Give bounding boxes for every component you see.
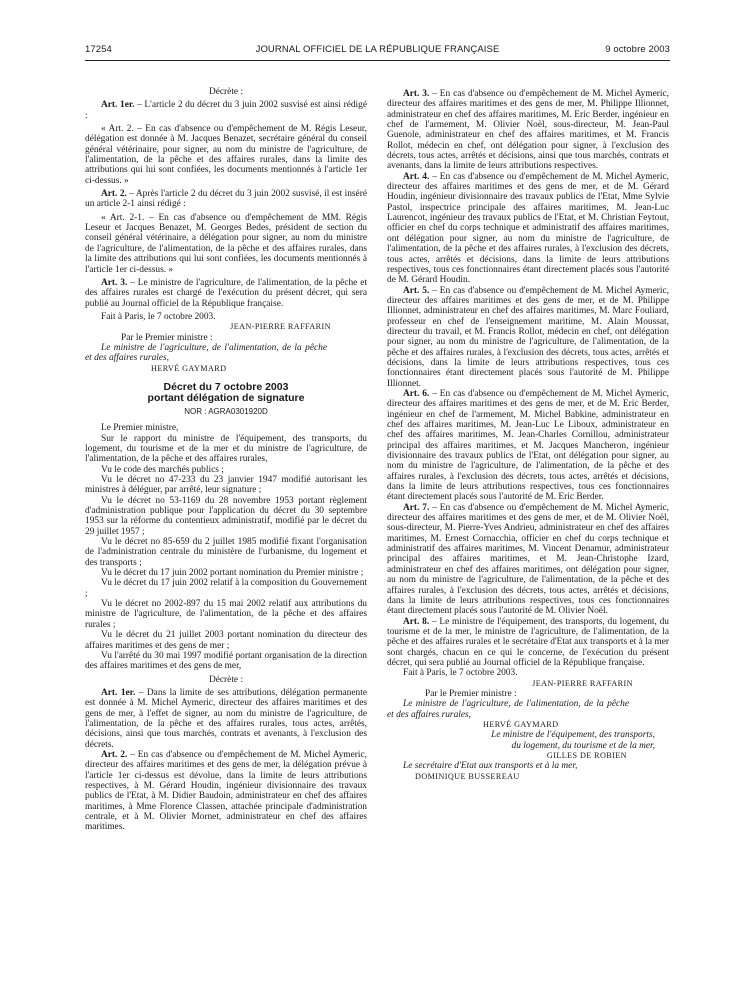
article-text: – Dans la limite de ses attributions, délégation permanente est donnée à M. Michel Aymeric, directeur des affaires maritimes et des gens de mer, à l'effet de signer, au nom du ministre de l'agriculture, de l'alimentation, de la pêche et des affaires rurales, tous actes, arrêtés, décisions, ainsi que tous marchés, contrats et avenants, à l'exclusion des décrets. bbox=[85, 687, 367, 750]
article-text: – En cas d'absence ou d'empêchement de M. Michel Aymeric, directeur des affaires maritimes et des gens de mer, et de M. Olivier Noël, sous-directeur, M. Pierre-Yves Andrieu, administrateur en chef des affaires maritimes, M. Ernest Cornacchia, officier en chef du corps technique et administratif des affaires maritimes, M. Vincent Denamur, administrateur principal des affaires maritimes, et M. Jean-Christophe Izard, administrateur en chef des affaires maritimes, ont délégation pour signer, au nom du ministre de l'agriculture, de l'alimentation, de la pêche et des affaires rurales, à l'exclusion des décrets, tous actes, arrêtés et décisions, dans la limite de leurs attributions respectives, tous ces fonctionnaires étant directement placés sous l'autorité de M. Olivier Noël. bbox=[387, 502, 669, 617]
article-label: Art. 1er. bbox=[101, 100, 135, 111]
minister-title: Le ministre de l'agriculture, de l'alimentation, de la pêche et des affaires rurales, bbox=[387, 699, 629, 720]
fait-line: Fait à Paris, le 7 octobre 2003. bbox=[403, 668, 518, 679]
header-rule bbox=[85, 60, 670, 61]
journal-title: JOURNAL OFFICIEL DE LA RÉPUBLIQUE FRANÇAISE bbox=[255, 44, 500, 55]
article-paragraph bbox=[85, 189, 367, 210]
minister-name: HERVÉ GAYMARD bbox=[483, 719, 559, 729]
article-text: – En cas d'absence ou d'empêchement de M. Michel Aymeric, directeur des affaires maritimes et des gens de mer, et de M. Philippe Illionnet, administrateur en chef des affaires maritimes, M. Marc Fouliard, professeur en chef de l'enseignement maritime, M. Alain Moussat, directeur du travail, et M. Francis Rollot, médecin en chef, ont délégation pour signer, au nom du ministre de l'agriculture, de l'alimentation, de la pêche et des affaires rurales, à l'exclusion des décrets, tous actes, arrêtés et décisions, dans la limite de leurs attributions respectives, tous ces fonctionnaires étant directement placés sous l'autorité de M. Philippe Illionnet. bbox=[387, 285, 669, 389]
article-paragraph bbox=[85, 750, 367, 833]
visa: Vu le décret no 53-1169 du 28 novembre 1953 portant règlement d'administration publique pour l'application du décret du 30 septembre 1953 sur la réforme du contentieux administratif, modifié par le décret du 29 juillet 1957 ; bbox=[85, 495, 367, 537]
article-paragraph bbox=[387, 389, 669, 503]
quoted-article: « Art. 2. – En cas d'absence ou d'empêchement de M. Régis Leseur, délégation est donnée à M. Jacques Benazet, secrétaire général du conseil général vétérinaire, pour signer, au nom du ministre de l'agriculture, de l'alimentation, de la pêche et des affaires rurales, dans la limite des attributions qui lui sont confiées, les documents mentionnés à l'article 1er ci-dessus. » bbox=[85, 124, 367, 186]
minister-name: GILLES DE ROBIEN bbox=[546, 751, 627, 760]
decrete-heading: Décrète : bbox=[208, 674, 244, 685]
article-text: – Après l'article 2 du décret du 3 juin 2002 susvisé, il est inséré un article 2-1 ainsi rédigé : bbox=[85, 189, 367, 210]
article-label: Art. 6. bbox=[403, 388, 430, 399]
minister-title: Le ministre de l'agriculture, de l'alimentation, de la pêche et des affaires rurales, bbox=[85, 342, 327, 364]
page-number: 17254 bbox=[85, 44, 112, 55]
visa: Vu le décret no 47-233 du 23 janvier 1947 modifié autorisant les ministres à déléguer, par arrêté, leur signature ; bbox=[85, 475, 367, 496]
par-premier-ministre: Par le Premier ministre : bbox=[121, 332, 213, 343]
page-header bbox=[85, 44, 670, 58]
article-text: – En cas d'absence ou d'empêchement de M. Michel Aymeric, directeur des affaires maritimes et des gens de mer, et de M. Gérard Houdin, ingénieur divisionnaire des travaux publics de l'Etat, Mme Sylvie Pastol, inspectrice principale des affaires maritimes, M. Jean-Luc Laurencot, ingénieur des travaux publics de l'Etat, et M. Christian Feytout, officier en chef du corps technique et administratif des affaires maritimes, ont délégation pour signer, au nom du ministre de l'agriculture, de l'alimentation, de la pêche et des affaires rurales, à l'exclusion des décrets, tous actes, arrêtés et décisions, dans la limite de leurs attributions respectives, tous ces fonctionnaires étant directement placés sous l'autorité de M. Gérard Houdin. bbox=[387, 171, 669, 286]
decree-title-line: Décret du 7 octobre 2003 bbox=[163, 380, 289, 393]
article-paragraph bbox=[387, 503, 669, 617]
decree-title bbox=[85, 382, 367, 405]
quoted-article: « Art. 2-1. – En cas d'absence ou d'empêchement de MM. Régis Leseur et Jacques Benazet, M. Georges Bedes, président de section du conseil général vétérinaire, a délégation pour signer, au nom du ministre de l'agriculture, de l'alimentation, de la pêche et des affaires rurales, dans la limite des attributions qui lui sont confiées, les documents mentionnés à l'article 1er ci-dessus. » bbox=[85, 212, 367, 275]
minister-title: Le ministre de l'équipement, des transports, du logement, du tourisme et de la mer, bbox=[491, 730, 655, 751]
decrete-heading: Décrète : bbox=[208, 87, 244, 97]
article-paragraph bbox=[85, 278, 367, 309]
fait-line: Fait à Paris, le 7 octobre 2003. bbox=[101, 311, 216, 322]
article-paragraph bbox=[387, 617, 669, 669]
visa: Vu le décret du 21 juillet 2003 portant nomination du directeur des affaires maritimes et des gens de mer ; bbox=[85, 630, 367, 651]
article-paragraph bbox=[387, 172, 669, 286]
visa: Vu le code des marchés publics ; bbox=[101, 464, 224, 475]
article-text: – En cas d'absence ou d'empêchement de M. Michel Aymeric, directeur des affaires maritimes et des gens de mer, M. Philippe Illionnet, administrateur en chef des affaires maritimes, M. Eric Berder, ingénieur en chef de l'armement, M. Olivier Noël, sous-directeur, M. Jean-Paul Guenole, administrateur en chef des affaires maritimes, et M. Francis Rollot, médecin en chef, ont délégation pour signer, à l'exclusion des décrets, tous actes, arrêtés et décisions, ainsi que tous marchés, contrats et avenants, dans la limite de leurs attributions respectives. bbox=[387, 89, 669, 172]
secretary-title: Le secrétaire d'Etat aux transports et à la mer, bbox=[403, 761, 578, 772]
article-text: – L'article 2 du décret du 3 juin 2002 susvisé est ainsi rédigé : bbox=[85, 100, 368, 121]
article-label: Art. 2. bbox=[101, 749, 128, 760]
signatory-name: JEAN-PIERRE RAFFARIN bbox=[230, 322, 331, 332]
article-label: Art. 3. bbox=[403, 89, 430, 99]
article-text: – En cas d'absence ou d'empêchement de M. Michel Aymeric, directeur des affaires maritimes et des gens de mer, la délégation prévue à l'article 1er ci-dessus est dévolue, dans la limite de leurs attributions respectives, à M. Gérard Houdin, ingénieur divisionnaire des travaux publics de l'Etat, à M. Didier Baudoin, administrateur en chef des affaires maritimes, à Mme Florence Classen, attachée principale d'administration centrale, et à M. Olivier Mornet, administrateur en chef des affaires maritimes. bbox=[85, 749, 367, 833]
right-column bbox=[387, 89, 669, 782]
visa: Vu le décret no 2002-897 du 15 mai 2002 relatif aux attributions du ministre de l'agriculture, de l'alimentation, de la pêche et des affaires rurales ; bbox=[85, 599, 367, 630]
visa: Vu le décret du 17 juin 2002 relatif à la composition du Gouvernement ; bbox=[85, 578, 367, 599]
article-paragraph bbox=[85, 100, 367, 121]
decree-title-line: portant délégation de signature bbox=[147, 392, 305, 405]
visa: Vu l'arrêté du 30 mai 1997 modifié portant organisation de la direction des affaires maritimes et des gens de mer, bbox=[85, 650, 367, 672]
issue-date: 9 octobre 2003 bbox=[605, 44, 670, 55]
article-label: Art. 3. bbox=[101, 277, 128, 288]
visa: Sur le rapport du ministre de l'équipement, des transports, du logement, du tourisme et de la mer et du ministre de l'agriculture, de l'alimentation, de la pêche et des affaires rurales, bbox=[85, 433, 367, 465]
minister-name: HERVÉ GAYMARD bbox=[151, 363, 227, 373]
visa: Vu le décret du 17 juin 2002 portant nomination du Premier ministre ; bbox=[101, 568, 364, 579]
article-text: – En cas d'absence ou d'empêchement de M. Michel Aymeric, directeur des affaires maritimes et des gens de mer, et de M. Eric Berder, ingénieur en chef de l'armement, M. Michel Babkine, administrateur en chef des affaires maritimes, M. Jean-Luc Le Liboux, administrateur en chef des affaires maritimes, M. Jean-Charles Cornillou, administrateur principal des affaires maritimes, et M. Jacques Mancheron, ingénieur divisionnaire des travaux publics de l'Etat, ont délégation pour signer, au nom du ministre de l'agriculture, de l'alimentation, de la pêche et des affaires rurales, à l'exclusion des décrets, tous actes, arrêtés et décisions, dans la limite de leurs attributions respectives, tous ces fonctionnaires étant directement placés sous l'autorité de M. Eric Berder. bbox=[387, 388, 669, 503]
nor-reference: NOR : AGRA0301920D bbox=[184, 406, 268, 416]
article-paragraph bbox=[85, 688, 367, 750]
left-column bbox=[85, 87, 367, 833]
visa: Vu le décret no 85-659 du 2 juillet 1985 modifié fixant l'organisation de l'administration centrale du ministère de l'urbanisme, du logement et des transports ; bbox=[85, 537, 367, 568]
article-label: Art. 1er. bbox=[101, 687, 136, 698]
signatory-name: JEAN-PIERRE RAFFARIN bbox=[532, 678, 633, 688]
article-label: Art. 5. bbox=[403, 285, 430, 296]
premier-ministre-line: Le Premier ministre, bbox=[101, 423, 179, 434]
article-label: Art. 2. bbox=[101, 189, 127, 200]
article-label: Art. 8. bbox=[403, 616, 430, 627]
par-premier-ministre: Par le Premier ministre : bbox=[425, 688, 517, 699]
secretary-name: DOMINIQUE BUSSEREAU bbox=[415, 771, 520, 781]
article-label: Art. 4. bbox=[403, 171, 430, 182]
article-text: – Le ministre de l'équipement, des transports, du logement, du tourisme et de la mer, le ministre de l'agriculture, de l'alimentation, de la pêche et des affaires rurales et le secrétaire d'Etat aux transports et à la mer sont chargés, chacun en ce qui le concerne, de l'exécution du présent décret, qui sera publié au Journal officiel de la République française. bbox=[387, 616, 669, 668]
article-label: Art. 7. bbox=[403, 502, 430, 513]
article-paragraph bbox=[387, 89, 669, 172]
article-text: – Le ministre de l'agriculture, de l'alimentation, de la pêche et des affaires rurales est chargé de l'exécution du présent décret, qui sera publié au Journal officiel de la République française. bbox=[85, 277, 367, 309]
article-paragraph bbox=[387, 286, 669, 389]
